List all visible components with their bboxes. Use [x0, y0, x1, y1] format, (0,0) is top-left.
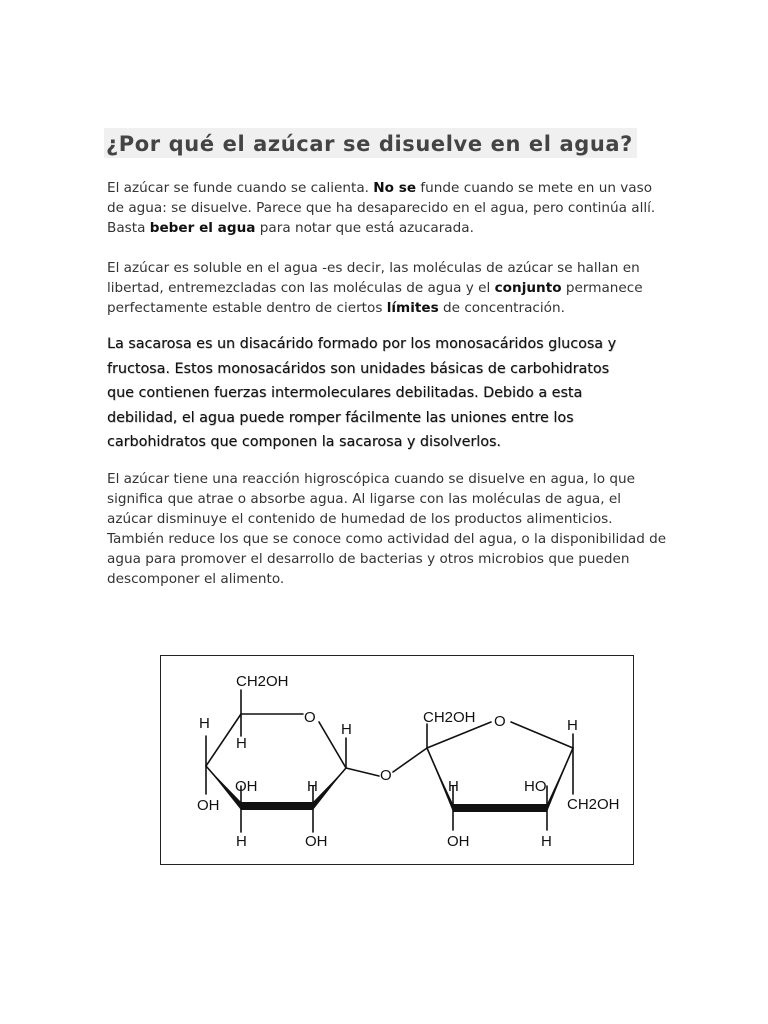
- p1-bold-2: beber el agua: [149, 220, 256, 236]
- glucose-ring-o-label: O: [304, 709, 316, 726]
- glucose-front-edge: [206, 766, 346, 810]
- fructose-ring-o-label: O: [494, 713, 506, 730]
- paragraph-1: [107, 178, 667, 238]
- paragraph-4: El azúcar tiene una reacción higroscópica cuando se disuelve en agua, lo que significa que atrae o absorbe agua. Al ligarse con las moléculas de agua, el azúcar disminuye el contenido de humedad de los productos alimenticios. También reduce los que se conoce como actividad del agua, o la disponibilidad de agua para promover el desarrollo de bacterias y otros microbios que pueden descomponer el alimento.: [107, 471, 667, 587]
- bridge-bond-left: [346, 768, 379, 776]
- sucrose-structure-diagram: [161, 656, 635, 866]
- p1-text-1: El azúcar se funde cuando se calienta.: [107, 180, 374, 196]
- bridge-bond-right: [393, 748, 427, 772]
- p2-bold-2: límites: [386, 300, 439, 316]
- glucose-h-left-label: H: [199, 715, 210, 732]
- p1-text-3: para notar que está azucarada.: [255, 220, 474, 236]
- sucrose-structure-figure: [160, 655, 634, 865]
- page-title: ¿Por qué el azúcar se disuelve en el agua?: [104, 128, 637, 158]
- fructose-ch2oh-top-label: CH2OH: [423, 709, 476, 726]
- p1-bold-1: No se: [373, 180, 417, 196]
- glucose-h-upper-label: H: [236, 735, 247, 752]
- p2-text-1: El azúcar es soluble en el agua -es decir, las moléculas de azúcar se hallan en libertad, entremezcladas con las moléculas de agua y el: [107, 260, 640, 296]
- fructose-bond-o-c5: [511, 722, 573, 748]
- glucose-h-right-label: H: [341, 721, 352, 738]
- glycosidic-o-label: O: [380, 767, 392, 784]
- paragraph-3-sucrose: La sacarosa es un disacárido formado por los monosacáridos glucosa y fructosa. Estos monosacáridos son unidades básicas de carbohidratos que contienen fuerzas intermoleculares debilitadas. Debido a esta debilidad, el agua puede romper fácilmente las uniones entre los carbohidratos que componen la sacarosa y disolverlos.: [107, 336, 617, 450]
- glucose-oh-left-label: OH: [197, 797, 220, 814]
- glucose-ch2oh-label: CH2OH: [236, 673, 289, 690]
- fructose-ho-label: HO: [524, 778, 547, 795]
- fructose-ch2oh-right-label: CH2OH: [567, 796, 620, 813]
- paragraph-2: [107, 258, 667, 318]
- fructose-oh-bottom-label: OH: [447, 833, 470, 850]
- p2-bold-1: conjunto: [494, 280, 562, 296]
- fructose-h-left-label: H: [448, 778, 459, 795]
- p1-text-2: funde cuando se mete en un vaso de agua: se disuelve. Parece que ha desaparecido en el agua, pero continúa allí. Basta: [107, 180, 656, 236]
- glucose-oh-mid-label: OH: [235, 778, 258, 795]
- p2-text-2: permanece perfectamente estable dentro de ciertos: [107, 280, 643, 316]
- p2-text-3: de concentración.: [438, 300, 565, 316]
- glucose-oh-bottom-label: OH: [305, 833, 328, 850]
- fructose-h-right-label: H: [567, 717, 578, 734]
- glucose-h-bottom-label: H: [236, 833, 247, 850]
- fructose-h-bottom-label: H: [541, 833, 552, 850]
- glucose-h-mid-label: H: [307, 778, 318, 795]
